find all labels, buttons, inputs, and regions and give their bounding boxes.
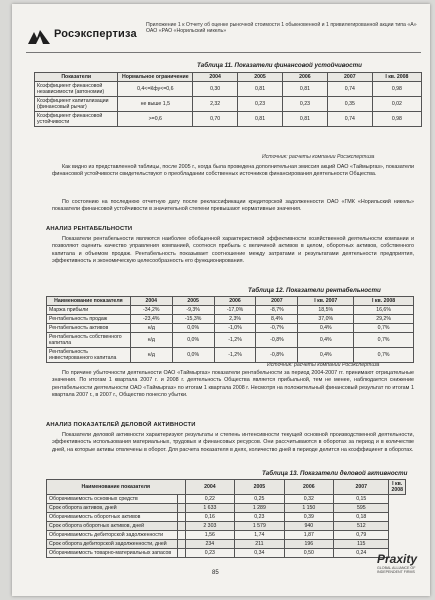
row-label: Срок оборота дебиторской задолженности, дней: [47, 540, 178, 549]
table-cell: 0,4%: [298, 324, 354, 333]
column-header: I кв. 2007: [298, 297, 354, 306]
table-cell: 0,4%: [298, 348, 354, 363]
row-label: Рентабельность активов: [47, 324, 131, 333]
table-cell: 0,32: [284, 495, 333, 504]
row-label: Рентабельность собственного капитала: [47, 333, 131, 348]
table-cell: 0,79: [334, 531, 389, 540]
table-row: [47, 531, 406, 540]
table-profitability: [46, 296, 414, 363]
paragraph-5: Показатели деловой активности характеризуют результаты и степень интенсивности текущей основной производственной деятельности, эффективность использования материальных, трудовых и финансовых ресурсов. Они рассчитываются в оборотах за период и в количестве дней, на которые активы отвлечены в оборот. Для расчета показателя в днях, количество дней в периоде делится на коэффициент в оборотах.: [52, 432, 414, 453]
row-label: Оборачиваемость оборотных активов: [47, 513, 178, 522]
table-cell: 2,32: [193, 97, 238, 112]
column-header: I кв. 2008: [372, 73, 421, 82]
column-header: 2004: [130, 297, 172, 306]
table-cell: 196: [284, 540, 333, 549]
table-cell: 0,70: [193, 112, 238, 127]
row-label: Рентабельность продаж: [47, 315, 131, 324]
table-cell: -9,3%: [172, 306, 214, 315]
row-label: Маржа прибыли: [47, 306, 131, 315]
table-cell: -0,8%: [256, 348, 298, 363]
column-header: I кв. 2008: [354, 297, 414, 306]
table-cell: 0,81: [238, 82, 283, 97]
table11-caption: Таблица 11. Показатели финансовой устойчивости: [197, 62, 362, 69]
table-cell: [177, 549, 185, 558]
column-header: Наименование показателя: [47, 297, 131, 306]
table12-source: Источник: расчеты компании Росэкспертиза: [267, 362, 380, 368]
table-cell: 37,0%: [298, 315, 354, 324]
column-header: 2007: [327, 73, 372, 82]
table-cell: 0,16: [185, 513, 234, 522]
table-cell: -1,0%: [214, 324, 256, 333]
table-cell: 115: [334, 540, 389, 549]
table-row: [47, 495, 406, 504]
row-label: Срок оборота активов, дней: [47, 504, 178, 513]
table-cell: 0,15: [334, 495, 389, 504]
table-cell: 0,24: [334, 549, 389, 558]
table-row: [47, 540, 406, 549]
table-cell: 0,30: [193, 82, 238, 97]
table-cell: -17,0%: [214, 306, 256, 315]
table-cell: 0,18: [334, 513, 389, 522]
table-cell: 0,98: [372, 112, 421, 127]
table-row: [35, 112, 422, 127]
table-cell: [177, 531, 185, 540]
table-cell: 940: [284, 522, 333, 531]
column-header: 2007: [256, 297, 298, 306]
table-cell: [177, 513, 185, 522]
table-cell: 1 579: [235, 522, 284, 531]
table-cell: -0,7%: [256, 324, 298, 333]
column-header: 2005: [235, 480, 284, 495]
column-header: 2006: [282, 73, 327, 82]
table-cell: 0,81: [282, 112, 327, 127]
table-cell: 234: [185, 540, 234, 549]
rosexpertiza-logo-icon: [26, 26, 52, 46]
table-cell: 0,22: [185, 495, 234, 504]
table-cell: н/д: [130, 324, 172, 333]
table-cell: 0,39: [284, 513, 333, 522]
table-cell: 1,56: [185, 531, 234, 540]
table-cell: >=0,6: [118, 112, 193, 127]
table-cell: 0,34: [235, 549, 284, 558]
section-heading-profitability: АНАЛИЗ РЕНТАБЕЛЬНОСТИ: [46, 226, 133, 232]
table-cell: 29,2%: [354, 315, 414, 324]
table-cell: 0,02: [372, 97, 421, 112]
table-cell: 0,4<=Кфу<=0,6: [118, 82, 193, 97]
table-cell: -0,8%: [256, 333, 298, 348]
table-row: [47, 348, 414, 363]
table-cell: 0,25: [235, 495, 284, 504]
table-cell: [177, 504, 185, 513]
table-header-row: [47, 480, 406, 495]
table-cell: 1 289: [235, 504, 284, 513]
table-financial-stability: [34, 72, 422, 127]
table-cell: 0,7%: [354, 324, 414, 333]
paragraph-2: По состоянию на последнюю отчетную дату после реклассификации кредиторской задолженности ОАО «ГМК «Норильский никель» показатели финансовой устойчивости в значительной степени превышают нормативные значения.: [52, 199, 414, 213]
table-row: [47, 333, 414, 348]
table-cell: 211: [235, 540, 284, 549]
table-cell: н/д: [130, 333, 172, 348]
paragraph-1: Как видно из представленной таблицы, после 2005 г., когда была проведена дополнительная эмиссия акций ОАО «Таймыргаз», показатели финансовой устойчивости свидетельствуют о преобладании собственных источников финансирования деятельности Общества.: [52, 164, 414, 178]
table-cell: -15,3%: [172, 315, 214, 324]
table-cell: 1 633: [185, 504, 234, 513]
column-header: Наименование показателя: [47, 480, 186, 495]
header-divider: [26, 52, 421, 53]
table-cell: 595: [334, 504, 389, 513]
column-header: 2004: [185, 480, 234, 495]
table-cell: 18,5%: [298, 306, 354, 315]
table-cell: 0,7%: [354, 348, 414, 363]
table-cell: 0,98: [372, 82, 421, 97]
row-label: Оборачиваемость товарно-материальных запасов: [47, 549, 178, 558]
row-label: Оборачиваемость дебиторской задолженности: [47, 531, 178, 540]
table-cell: [177, 522, 185, 531]
table-header-row: [47, 297, 414, 306]
table-cell: не выше 1,5: [118, 97, 193, 112]
table-cell: 0,0%: [172, 324, 214, 333]
table-cell: -1,2%: [214, 333, 256, 348]
table-cell: 0,7%: [354, 333, 414, 348]
column-header: Показатели: [35, 73, 118, 82]
praxity-name: Praxity: [377, 552, 418, 566]
header-note: Приложение 1 к Отчету об оценке рыночной стоимости 1 обыкновенной и 1 привилегированной акции типа «А» ОАО «РАО «Норильский никель»: [146, 22, 417, 35]
page-number: 85: [212, 570, 219, 576]
table-business-activity: [46, 479, 406, 558]
table-cell: н/д: [130, 348, 172, 363]
column-header: 2004: [193, 73, 238, 82]
table-row: [47, 549, 406, 558]
column-header: 2006: [214, 297, 256, 306]
document-page: [12, 4, 430, 596]
table12-caption: Таблица 12. Показатели рентабельности: [248, 287, 381, 294]
table-cell: 0,81: [238, 112, 283, 127]
table-cell: -8,7%: [256, 306, 298, 315]
column-header: 2007: [334, 480, 389, 495]
table-cell: 8,4%: [256, 315, 298, 324]
table-cell: 0,23: [185, 549, 234, 558]
table-cell: -34,2%: [130, 306, 172, 315]
table13-caption: Таблица 13. Показатели деловой активности: [262, 470, 408, 477]
table-cell: [177, 540, 185, 549]
table-cell: 0,0%: [172, 348, 214, 363]
table-cell: 2 303: [185, 522, 234, 531]
praxity-tagline: GLOBAL ALLIANCE OF INDEPENDENT FIRMS: [377, 566, 416, 575]
table-cell: 0,4%: [298, 333, 354, 348]
page-header: [26, 18, 421, 58]
table-cell: 0,74: [327, 112, 372, 127]
table-cell: 1,87: [284, 531, 333, 540]
logo-text: Росэкспертиза: [54, 28, 137, 40]
table-cell: 0,74: [327, 82, 372, 97]
table-cell: [177, 495, 185, 504]
table-cell: 1 150: [284, 504, 333, 513]
row-label: Коэффициент финансовой независимости (автономии): [35, 82, 118, 97]
table-cell: 0,23: [238, 97, 283, 112]
row-label: Рентабельность инвестированного капитала: [47, 348, 131, 363]
column-header: 2006: [284, 480, 333, 495]
column-header: I кв. 2008: [389, 480, 406, 495]
praxity-logo: [377, 552, 427, 574]
row-label: Коэффициент капитализации (финансовый рычаг): [35, 97, 118, 112]
table-row: [47, 324, 414, 333]
table-cell: 0,35: [327, 97, 372, 112]
row-label: Срок оборота оборотных активов, дней: [47, 522, 178, 531]
paragraph-4: По причине убыточности деятельности ОАО «Таймыргаз» показатели рентабельности за период 2004-2007 гг. принимают отрицательные значения. По итогам 1 квартала 2007 г. и 2008 г. деятельность Общества является прибыльной, тем не менее, наблюдается снижение рентабельности деятельности ОАО «Таймыргаз» по итогам 1 квартала 2008 г. Несмотря на положительный финансовый результат по итогам 1 квартала 2007 г., в 2007 г., Общество понесло убытки.: [52, 370, 414, 398]
table-row: [47, 306, 414, 315]
table-row: [47, 522, 406, 531]
table-cell: 2,3%: [214, 315, 256, 324]
table-cell: 16,6%: [354, 306, 414, 315]
table-cell: 0,81: [282, 82, 327, 97]
table11-source: Источник: расчеты компании Росэкспертиза: [262, 154, 375, 160]
table-cell: 0,50: [284, 549, 333, 558]
table-header-row: [35, 73, 422, 82]
table-cell: -1,2%: [214, 348, 256, 363]
section-heading-business-activity: АНАЛИЗ ПОКАЗАТЕЛЕЙ ДЕЛОВОЙ АКТИВНОСТИ: [46, 422, 196, 428]
table-row: [47, 513, 406, 522]
table-cell: 0,0%: [172, 333, 214, 348]
table-cell: 0,23: [235, 513, 284, 522]
column-header: 2005: [238, 73, 283, 82]
row-label: Оборачиваемость основных средств: [47, 495, 178, 504]
column-header: 2005: [172, 297, 214, 306]
table-cell: 512: [334, 522, 389, 531]
paragraph-3: Показатели рентабельности являются наиболее обобщенной характеристикой эффективности хозяйственной деятельности компании и позволяют оценить качество управления компанией, соотнося прибыль с величиной активов в целом, оборотных активов, собственного капитала и объемом продаж. Рентабельность показывает соотношение между затратами и результатами деятельности предприятия, эффективность и экономическую целесообразность его функционирования.: [52, 236, 414, 264]
table-row: [35, 82, 422, 97]
table-cell: -23,4%: [130, 315, 172, 324]
table-cell: 1,74: [235, 531, 284, 540]
column-header: Нормальное ограничение: [118, 73, 193, 82]
table-row: [35, 97, 422, 112]
table-row: [47, 504, 406, 513]
row-label: Коэффициент финансовой устойчивости: [35, 112, 118, 127]
table-row: [47, 315, 414, 324]
table-cell: 0,23: [282, 97, 327, 112]
